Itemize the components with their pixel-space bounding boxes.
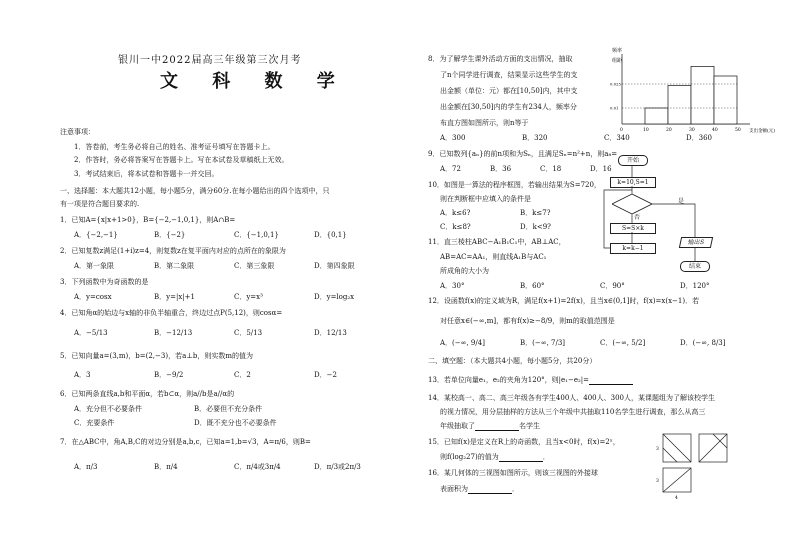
q7-option-a: A．π/3 <box>74 463 98 471</box>
q4-stem: 4．已知角α的始边与x轴的非负半轴重合，终边过点P(5,12)，则cosα= <box>60 309 283 317</box>
q4-option-a: A．−5/13 <box>74 329 108 337</box>
q3-stem: 3．下列函数中为奇函数的是 <box>60 278 149 286</box>
section2-heading: 二、填空题：（本大题共4小题，每小题5分，共20分） <box>428 357 597 365</box>
q2-option-b: B．第二象限 <box>154 262 195 270</box>
histogram-x-tick: 20 <box>666 128 672 133</box>
q5-option-b: B．−9/2 <box>154 371 184 379</box>
flowchart-connectors <box>600 155 720 275</box>
q11-option-d: D．120° <box>680 282 710 290</box>
q10-option-d: D．k<9? <box>520 223 551 231</box>
school-title: 银川一中2022届高三年级第三次月考 <box>118 55 302 66</box>
q2-option-d: D．第四象限 <box>314 262 355 270</box>
q1-option-b: B．{−2} <box>154 231 186 239</box>
q6-option-a: A．充分但不必要条件 <box>74 405 143 413</box>
q9-option-a: A．72 <box>440 165 461 173</box>
flowchart <box>600 155 720 275</box>
notice-item: 3．考试结束后，将本试卷和答题卡一并交回。 <box>74 170 219 178</box>
q3-option-d: D．y=log₂x <box>314 293 355 301</box>
histogram-y-tick: 0.025 <box>610 81 621 87</box>
answer-blank[interactable] <box>468 485 512 494</box>
q5-stem: 5．已知向量a=(3,m)，b=(2,−3)，若a⊥b，则实数m的值为 <box>60 352 253 360</box>
answer-blank[interactable] <box>589 376 633 385</box>
flowchart-body: S=S×k <box>610 223 656 234</box>
q15-line-last: 则f(log₂27)的值为 ． <box>440 453 550 461</box>
flowchart-no-label: 否 <box>634 214 641 221</box>
flowchart-start: 开始 <box>618 155 648 166</box>
q1-option-c: C．{−1,0,1} <box>234 231 279 239</box>
histogram-y-tick: 0.01 <box>610 105 619 111</box>
histogram-x-tick: 10 <box>643 128 649 133</box>
flowchart-yes-label: 是 <box>678 198 685 205</box>
q12-line: 12．设函数f(x)的定义域为R，满足f(x+1)=2f(x)，且当x∈(0,1]时，f(x)=x(x−1)．若 <box>428 297 700 305</box>
three-view-diagram <box>655 432 735 502</box>
q14-line-last: 年级抽取了 名学生 <box>440 422 540 430</box>
answer-blank[interactable] <box>499 453 543 462</box>
q11-option-b: B．60° <box>520 282 545 290</box>
histogram-bar <box>668 86 691 124</box>
q5-option-a: A．3 <box>74 371 91 379</box>
q1-option-a: A．{−2,−1} <box>74 231 118 239</box>
q10-option-a: A．k≤6? <box>440 209 471 217</box>
q10-line: 则在判断框中应填入的条件是 <box>440 195 531 203</box>
q12-option-b: B．(−∞, 7/3] <box>520 339 566 347</box>
q14-line: 的视力情况，用分层抽样的方法从三个年级中共抽取110名学生进行调查，那么从高三 <box>440 408 706 416</box>
notice-item: 1．答卷前，考生务必将自己的姓名、准考证号填写在答题卡上。 <box>74 143 275 151</box>
q5-option-c: C．2 <box>234 371 251 379</box>
q8-line: 出金额在[30,50]内的学生有234人，频率分 <box>440 103 577 111</box>
q8-line: 了n个同学进行调查，结果显示这些学生的支 <box>440 71 578 79</box>
q2-option-a: A．第一象限 <box>74 262 115 270</box>
subject-title: 文 科 数 学 <box>160 71 349 92</box>
notice-title: 注意事项： <box>60 128 95 136</box>
q12-line: 对任意x∈(−∞,m]，都有f(x)≥−8/9，则m的取值范围是 <box>440 317 615 325</box>
q16-line: 16．某几何体的三视图如图所示，则该三视图的外接球 <box>428 469 598 477</box>
q12-option-a: A．(−∞, 9/4] <box>440 339 485 347</box>
histogram-x-tick: 50 <box>735 128 741 133</box>
q8-option-c: C．340 <box>604 134 630 142</box>
histogram-x-tick: 0 <box>620 128 623 133</box>
q10-line: 10．如图是一算法的程序框图，若输出结果为S=720， <box>428 181 601 189</box>
q8-line: 布直方图如图所示，则n等于 <box>440 119 529 127</box>
q9-option-c: C．18 <box>540 165 562 173</box>
frequency-histogram <box>610 44 785 136</box>
histogram-x-tick: 40 <box>712 128 718 133</box>
flowchart-decrement: k=k−1 <box>610 243 656 254</box>
histogram-xlabel: 支出金额(元) <box>749 129 776 134</box>
flowchart-end: 结束 <box>680 261 710 272</box>
q11-option-c: C．90° <box>600 282 625 290</box>
histogram-x-tick: 30 <box>689 128 695 133</box>
q10-option-c: C．k≤8? <box>440 223 471 231</box>
q16-line-last: 表面积为 ． <box>440 485 519 493</box>
section1-heading-cont: 有一项是符合题目要求的. <box>60 200 140 208</box>
dim-label: 4 <box>675 496 678 501</box>
q6-stem: 6．已知两条直线a,b和平面α，若b⊂α，则a//b是a//α的 <box>60 390 235 398</box>
q12-option-c: C．(−∞, 5/2] <box>600 339 646 347</box>
q3-option-a: A．y=cosx <box>74 293 112 301</box>
q6-option-b: B．必要但不充分条件 <box>194 405 263 413</box>
q11-option-a: A．30° <box>440 282 465 290</box>
flowchart-init: k=10,S=1 <box>610 177 656 188</box>
histogram-bar <box>691 66 714 124</box>
q9-option-b: B．36 <box>490 165 512 173</box>
q8-option-b: B．320 <box>522 134 548 142</box>
q7-option-c: C．π/4或3π/4 <box>234 463 281 471</box>
q4-option-c: C．5/13 <box>234 329 263 337</box>
dim-label: 3 <box>656 479 659 484</box>
q2-option-c: C．第三象限 <box>234 262 275 270</box>
histogram-bar <box>714 76 737 124</box>
q4-option-d: D．12/13 <box>314 329 347 337</box>
q10-option-b: B．k≤7? <box>520 209 551 217</box>
histogram-bar <box>645 108 668 124</box>
histogram-ylabel-top: 频率 <box>612 48 623 54</box>
q8-line: 出金额（单位：元）都在[10,50]内，其中支 <box>440 87 578 95</box>
q12-option-d: D．(−∞, 8/3] <box>680 339 726 347</box>
q1-stem: 1．已知A={x|x+1>0}，B={−2,−1,0,1}，则A∩B= <box>60 216 236 224</box>
q1-option-d: D．{0,1} <box>314 231 347 239</box>
histogram-ylabel-bottom: 组距 <box>612 58 623 64</box>
q3-option-c: C．y=x³ <box>234 293 263 301</box>
q6-option-c: C．充要条件 <box>74 419 115 427</box>
q8-line: 8．为了解学生课外活动方面的支出情况，抽取 <box>428 55 573 63</box>
notice-item: 2．作答时，务必将答案写在答题卡上。写在本试卷及草稿纸上无效。 <box>74 156 289 164</box>
q9-stem: 9．已知数列{aₙ}的前n项和为Sₙ，且满足Sₙ=n²+n，则a₈= <box>428 150 618 158</box>
q7-option-d: D．π/3或2π/3 <box>314 463 361 471</box>
q11-line: 所成角的大小为 <box>440 267 489 275</box>
q14-line: 14．某校高一、高二、高三年级各有学生400人、400人、300人，某课题组为了解该校学生 <box>428 394 715 402</box>
q13-stem: 13．若单位向量e₁，e₂的夹角为120°，则|e₁−e₂|= <box>428 375 633 385</box>
q15-line: 15．已知f(x)是定义在R上的奇函数，且当x<0时，f(x)=2ˣ， <box>428 438 620 446</box>
flowchart-output: 输出S <box>679 237 713 248</box>
section1-heading: 一、选择题：本大题共12小题，每小题5分，满分60分.在每小题给出的四个选项中，只 <box>60 187 330 195</box>
q8-option-a: A．300 <box>440 134 466 142</box>
q8-option-d: D．360 <box>686 134 712 142</box>
q5-option-d: D．−2 <box>314 371 337 379</box>
q7-stem: 7．在△ABC中，角A,B,C的对边分别是a,b,c，已知a=1,b=√3，A=π/6，则B= <box>60 438 311 446</box>
dim-label: 3 <box>656 447 659 452</box>
q9-option-d: D．16 <box>590 165 612 173</box>
q11-line: 11．直三棱柱ABC−A₁B₁C₁中，AB⊥AC， <box>428 238 566 246</box>
q11-line: AB=AC=AA₁，则直线A₁B与AC₁ <box>440 253 547 261</box>
q2-stem: 2．已知复数z满足(1+i)z=4，则复数z在复平面内对应的点所在的象限为 <box>60 247 286 255</box>
answer-blank[interactable] <box>475 422 519 431</box>
q4-option-b: B．−12/13 <box>154 329 193 337</box>
q3-option-b: B．y=|x|+1 <box>154 293 195 301</box>
q7-option-b: B．π/4 <box>154 463 178 471</box>
q6-option-d: D．既不充分也不必要条件 <box>194 419 277 427</box>
